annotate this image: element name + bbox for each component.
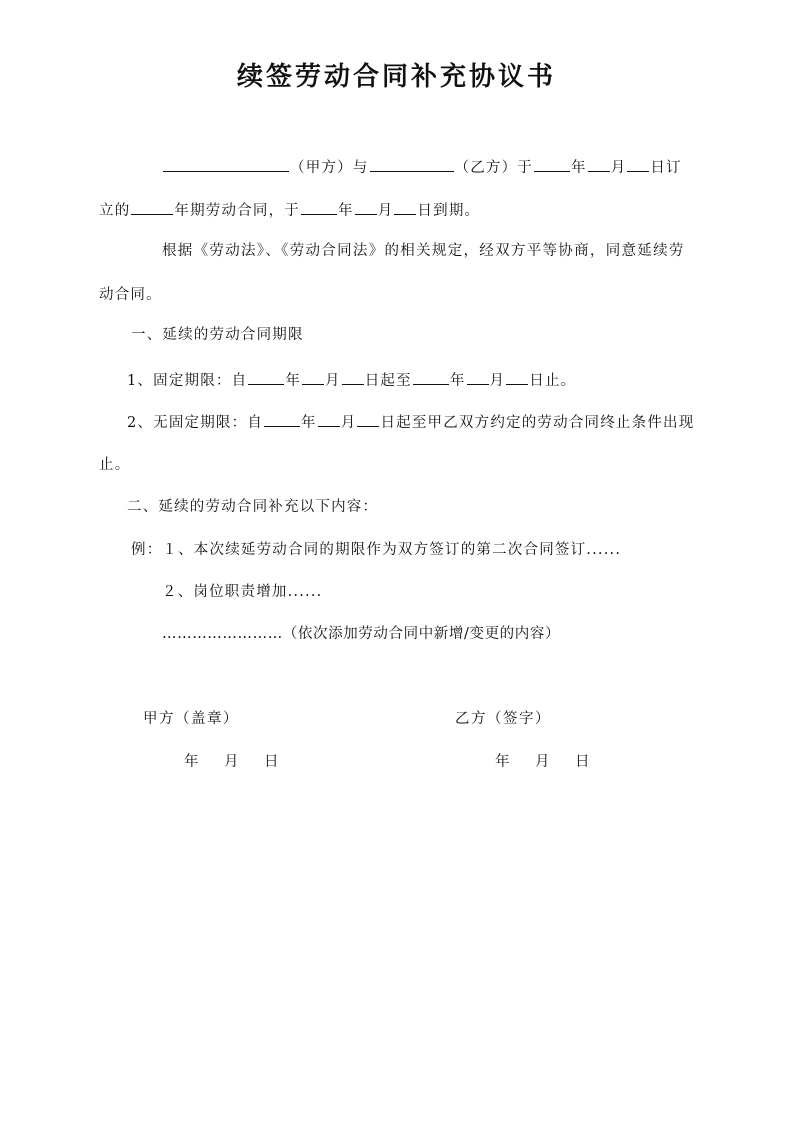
- open-start-year-blank[interactable]: [264, 411, 300, 427]
- section2-heading: 二、延续的劳动合同补充以下内容：: [127, 499, 379, 515]
- item1-from: 日起至: [364, 373, 412, 389]
- item1-year: 年: [285, 373, 302, 389]
- item1-year2: 年: [449, 373, 466, 389]
- fixed-end-year-blank[interactable]: [413, 369, 449, 385]
- day-signed-label: 日订: [650, 160, 682, 176]
- month-label: 月: [610, 160, 627, 176]
- party-a-year: 年: [184, 754, 200, 770]
- section1-heading: 一、延续的劳动合同期限: [131, 327, 304, 343]
- open-start-day-blank[interactable]: [357, 411, 379, 427]
- line2-month: 月: [377, 203, 394, 219]
- party-a-day: 日: [264, 754, 280, 770]
- item1-month: 月: [325, 373, 341, 389]
- intro-line-1: [162, 156, 682, 178]
- line2-start: 立的: [99, 203, 131, 219]
- line2-end: 日到期。: [417, 203, 481, 219]
- basis-line-1: 根据《劳动法》、《劳动合同法》的相关规定，经双方平等协商，同意延续劳: [162, 243, 685, 259]
- line2-term: 年期劳动合同，于: [174, 203, 301, 219]
- fixed-end-day-blank[interactable]: [506, 369, 528, 385]
- section2-example-2: ２、岗位职责增加......: [162, 584, 323, 600]
- party-b-date: [495, 752, 615, 772]
- basis-line-2: 动合同。: [99, 287, 162, 303]
- fixed-start-month-blank[interactable]: [302, 369, 324, 385]
- party-a-date: [184, 752, 304, 772]
- party-b-day: 日: [575, 754, 591, 770]
- open-start-month-blank[interactable]: [318, 411, 340, 427]
- item1-month2: 月: [489, 373, 506, 389]
- party-b-label: （乙方）于: [454, 160, 533, 176]
- contract-term-blank[interactable]: [131, 199, 173, 215]
- section1-item2-line2: 止。: [99, 457, 131, 473]
- document-title: 续签劳动合同补充协议书: [236, 62, 556, 92]
- item2-rest: 日起至甲乙双方约定的劳动合同终止条件出现: [380, 415, 695, 431]
- expire-year-blank[interactable]: [301, 199, 337, 215]
- party-b-month: 月: [535, 754, 551, 770]
- line2-year: 年: [338, 203, 354, 219]
- item1-prefix: 1、固定期限：自: [127, 373, 248, 389]
- item1-end: 日止。: [529, 373, 577, 389]
- section2-example-3: ……………………（依次添加劳动合同中新增/变更的内容）: [162, 626, 561, 642]
- party-b-year: 年: [495, 754, 511, 770]
- section2-example-1: 例：１、本次续延劳动合同的期限作为双方签订的第二次合同签订......: [131, 542, 622, 558]
- fixed-end-month-blank[interactable]: [467, 369, 489, 385]
- sign-day-blank[interactable]: [627, 156, 649, 172]
- expire-month-blank[interactable]: [355, 199, 377, 215]
- section1-item1: [127, 369, 576, 391]
- expire-day-blank[interactable]: [394, 199, 416, 215]
- party-a-label: （甲方）与: [290, 160, 369, 176]
- section1-item2: [127, 411, 694, 433]
- sign-month-blank[interactable]: [588, 156, 610, 172]
- party-a-signature-label: 甲方（盖章）: [143, 711, 239, 727]
- fixed-start-year-blank[interactable]: [248, 369, 284, 385]
- party-b-name-blank[interactable]: [370, 156, 454, 172]
- item2-month: 月: [340, 415, 357, 431]
- intro-line-2: [99, 199, 480, 221]
- party-b-signature-label: 乙方（签字）: [455, 711, 551, 727]
- fixed-start-day-blank[interactable]: [342, 369, 364, 385]
- party-a-month: 月: [224, 754, 240, 770]
- year-label: 年: [571, 160, 587, 176]
- item2-year: 年: [301, 415, 317, 431]
- item2-prefix: 2、无固定期限：自: [127, 415, 264, 431]
- sign-year-blank[interactable]: [534, 156, 570, 172]
- party-a-name-blank[interactable]: [163, 156, 289, 172]
